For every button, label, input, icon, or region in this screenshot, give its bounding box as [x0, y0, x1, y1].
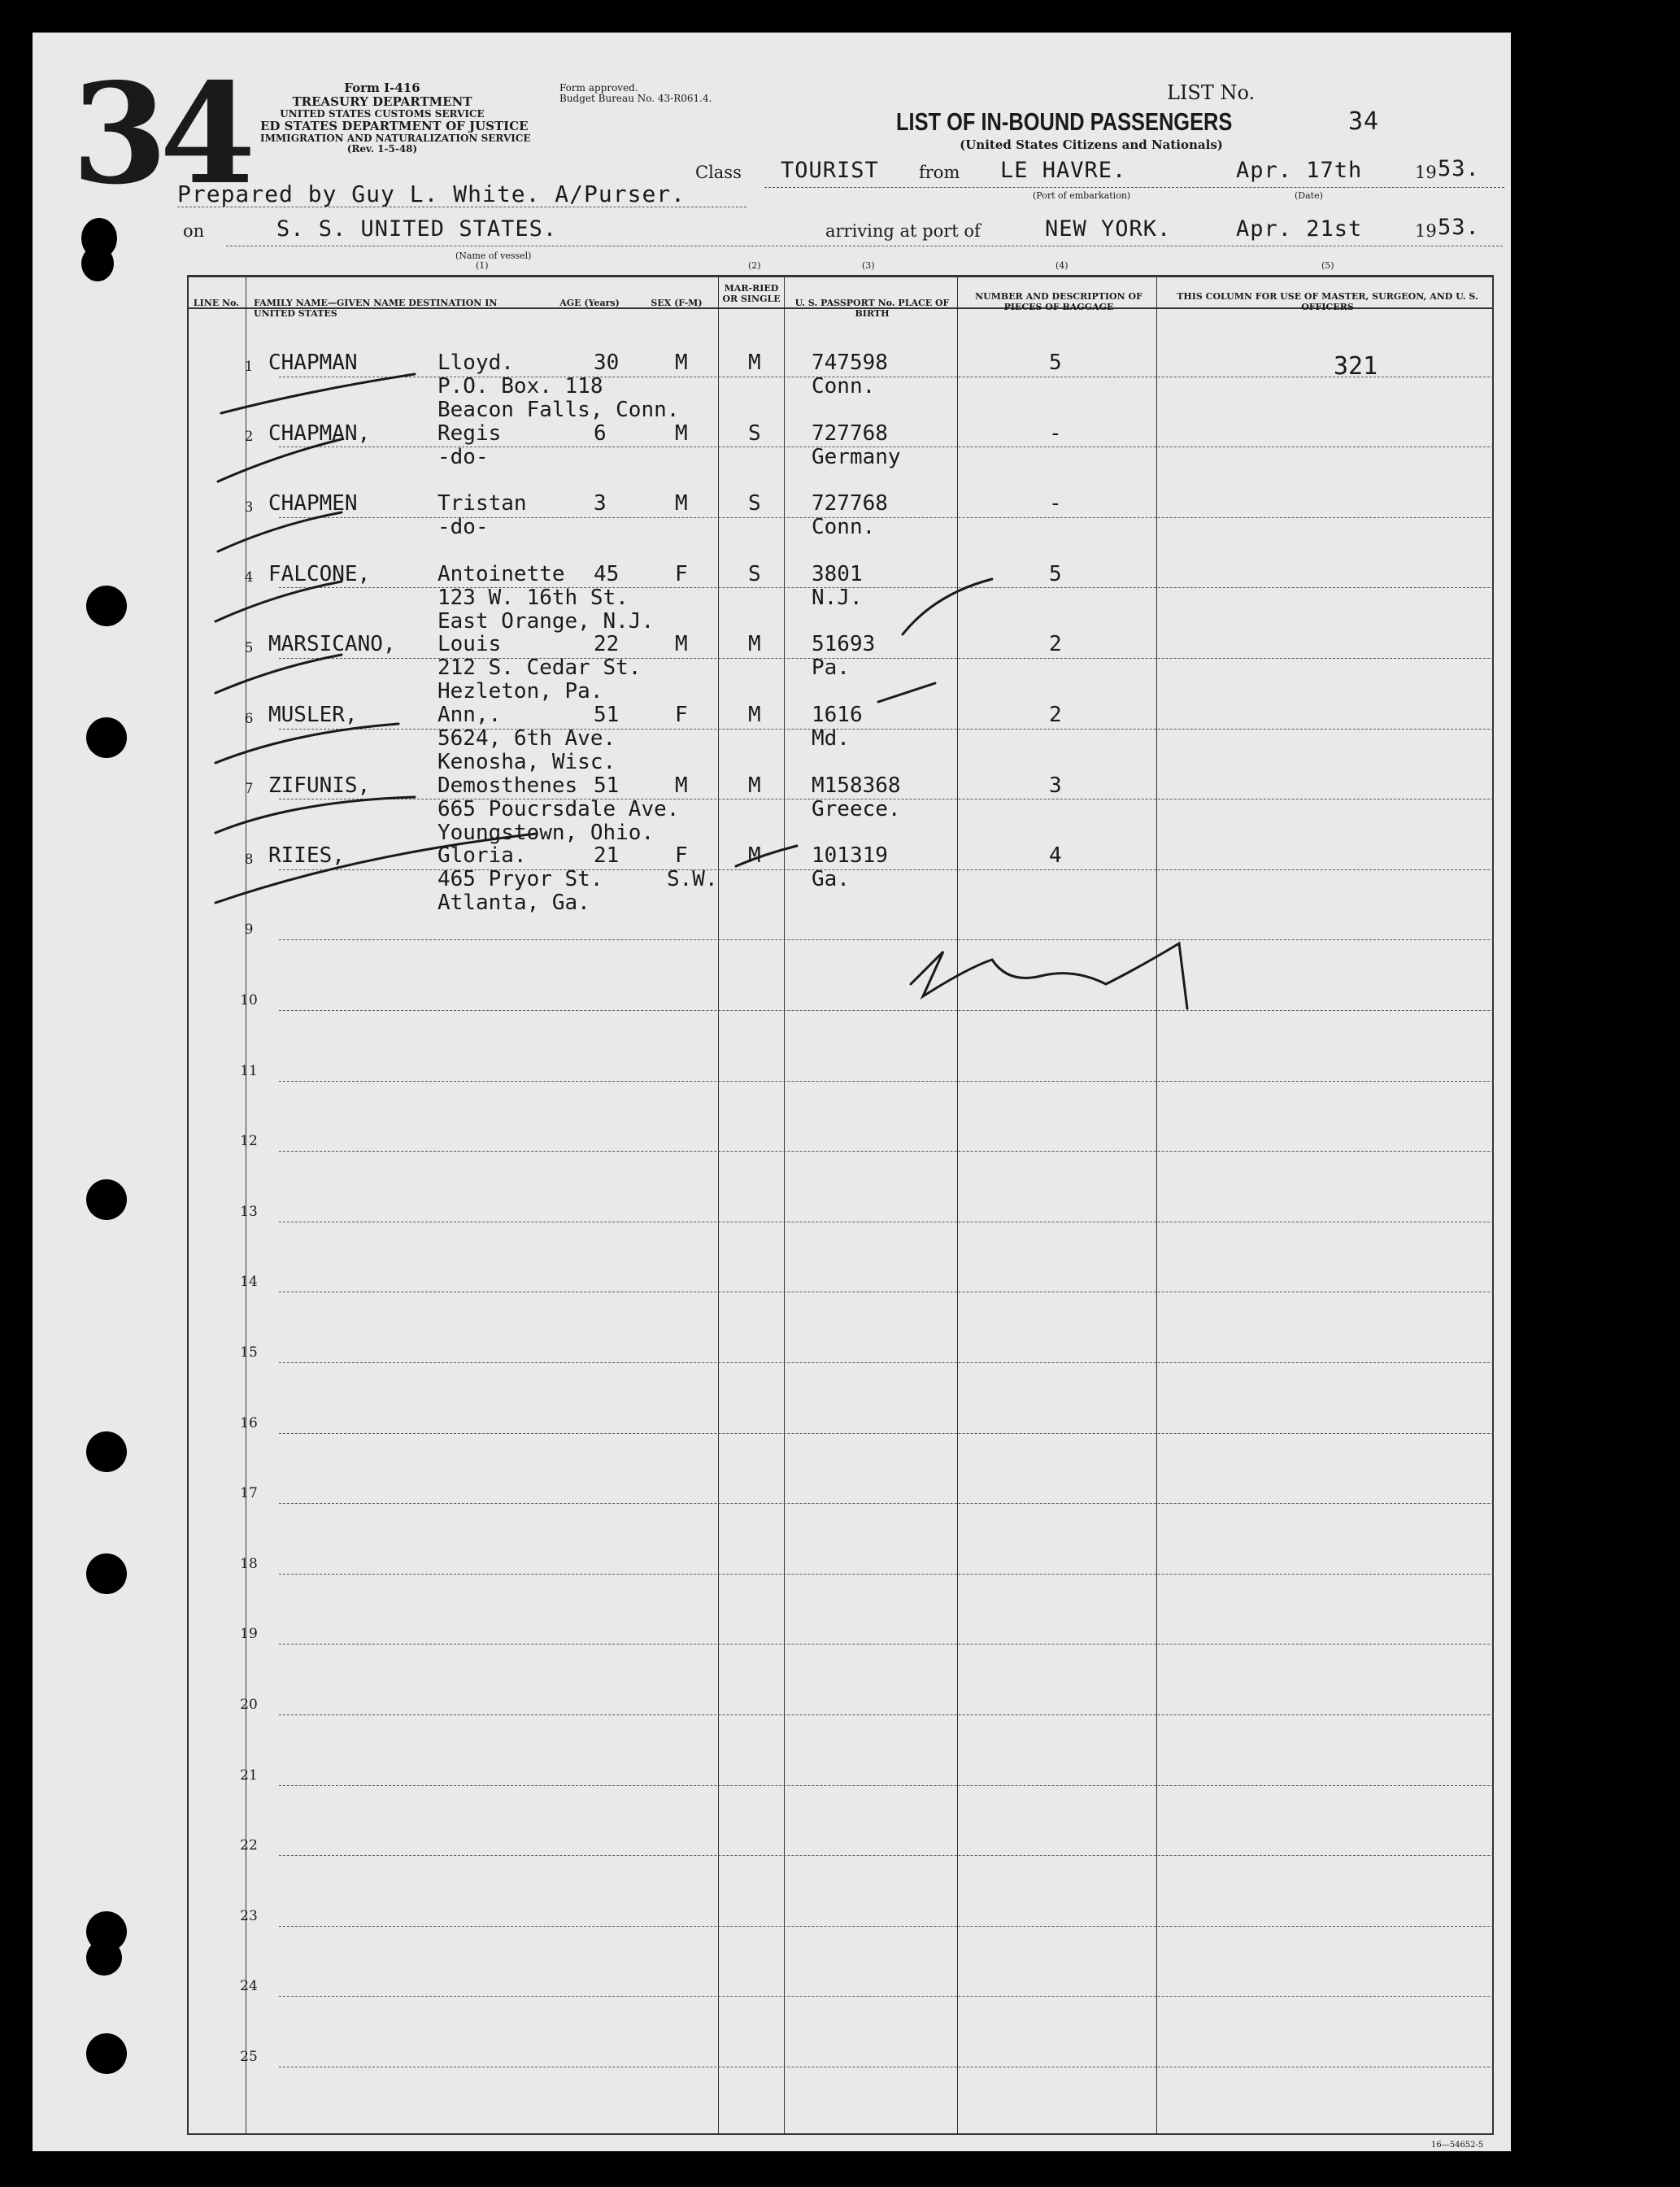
family-name: CHAPMAN, — [268, 420, 371, 446]
line-number: 6 — [244, 710, 254, 727]
line-number: 23 — [240, 1907, 258, 1924]
tick-mark — [215, 655, 342, 693]
line-number: 16 — [240, 1414, 258, 1431]
marital-status: S — [748, 420, 761, 446]
address-line-1: -do- — [437, 444, 489, 469]
family-name: MARSICANO, — [268, 632, 396, 657]
arrival-date: Apr. 21st — [1236, 216, 1363, 242]
form-revision: (Rev. 1-5-48) — [346, 143, 418, 155]
address-line-1: -do- — [437, 515, 489, 540]
line-number: 24 — [240, 1978, 258, 1995]
passport-number: 3801 — [812, 561, 863, 586]
given-name: Tristan — [437, 491, 527, 516]
family-name: CHAPMAN — [268, 351, 358, 375]
departure-date: Apr. 17th — [1236, 158, 1363, 183]
address-line-1: 212 S. Cedar St. — [437, 656, 642, 681]
line-number: 17 — [240, 1485, 258, 1502]
age: 3 — [594, 491, 607, 516]
marital-status: M — [748, 632, 761, 657]
page-number: 34 — [72, 53, 248, 216]
sex: M — [675, 420, 688, 446]
baggage-count: 4 — [1049, 843, 1062, 869]
embarkation-port: LE HAVRE. — [1000, 158, 1127, 183]
place-of-birth: Conn. — [812, 374, 876, 399]
sex: M — [675, 632, 688, 657]
dept-justice-sub: IMMIGRATION AND NATURALIZATION SERVICE — [260, 133, 531, 144]
passport-number: 51693 — [812, 632, 876, 657]
family-name: RIIES, — [268, 843, 345, 869]
departure-year: 53. — [1438, 156, 1480, 181]
age: 22 — [594, 632, 620, 657]
sex-note: S.W. — [667, 867, 718, 892]
manifest-sheet — [33, 33, 1511, 2151]
address-line-1: 5624, 6th Ave. — [437, 726, 616, 751]
family-name: FALCONE, — [268, 561, 371, 586]
binder-hole — [86, 717, 127, 758]
age: 45 — [594, 561, 620, 586]
line-number: 18 — [240, 1555, 258, 1572]
marital-status: S — [748, 561, 761, 586]
given-name: Regis — [437, 420, 502, 446]
tick-mark — [218, 512, 342, 551]
passport-number: 1616 — [812, 703, 863, 727]
form-approved-text: Form approved. — [559, 82, 638, 94]
sex: M — [675, 773, 688, 798]
line-number: 4 — [244, 569, 254, 586]
place-of-birth: Germany — [812, 444, 901, 469]
binder-hole — [86, 586, 127, 626]
age: 51 — [594, 703, 620, 727]
family-name: CHAPMEN — [268, 491, 358, 516]
line-number: 20 — [240, 1697, 258, 1713]
page-subtitle: (United States Citizens and Nationals) — [960, 137, 1223, 152]
marital-status: M — [748, 351, 761, 375]
officer-note: 321 — [1334, 352, 1378, 381]
vessel-name: S. S. UNITED STATES. — [276, 216, 558, 242]
tick-mark — [218, 439, 342, 481]
age: 21 — [594, 843, 620, 869]
tick-mark — [878, 683, 935, 702]
class-value: TOURIST — [781, 158, 879, 183]
address-line-2: Hezleton, Pa. — [437, 679, 603, 704]
arriving-label: arriving at port of — [825, 221, 981, 241]
address-line-2: East Orange, N.J. — [437, 608, 655, 634]
line-number: 12 — [240, 1133, 258, 1150]
annotation-marks — [33, 33, 1511, 2151]
marital-status: M — [748, 773, 761, 798]
sex: F — [675, 561, 688, 586]
port-caption: (Port of embarkation) — [1033, 190, 1131, 201]
given-name: Demosthenes — [437, 773, 578, 798]
list-no-value: 34 — [1348, 107, 1380, 136]
col-number-3: (3) — [862, 260, 875, 271]
address-line-2: Beacon Falls, Conn. — [437, 398, 680, 422]
line-number: 8 — [244, 851, 254, 868]
tick-mark — [215, 797, 415, 833]
dept-justice: ED STATES DEPARTMENT OF JUSTICE — [260, 119, 529, 133]
passport-number: 747598 — [812, 351, 888, 375]
line-number: 5 — [244, 640, 254, 656]
place-of-birth: Md. — [812, 726, 850, 751]
date-caption: (Date) — [1295, 190, 1323, 201]
col-number-1: (1) — [476, 260, 489, 271]
sex: F — [675, 843, 688, 869]
place-of-birth: Pa. — [812, 656, 850, 681]
line-number: 2 — [244, 429, 254, 446]
dept-treasury-sub: UNITED STATES CUSTOMS SERVICE — [280, 108, 485, 120]
address-line-2: Kenosha, Wisc. — [437, 750, 616, 774]
baggage-count: 3 — [1049, 773, 1062, 798]
given-name: Gloria. — [437, 843, 527, 869]
line-number: 13 — [240, 1203, 258, 1220]
tick-mark — [736, 843, 797, 869]
arrival-year-prefix: 19 — [1415, 221, 1437, 241]
place-of-birth: Ga. — [812, 867, 850, 892]
arrival-port: NEW YORK. — [1045, 216, 1172, 242]
baggage-count: 5 — [1049, 561, 1062, 586]
passport-number: 101319 — [812, 843, 888, 869]
binder-hole — [86, 1179, 127, 1220]
line-number: 7 — [244, 781, 254, 798]
baggage-count: 2 — [1049, 703, 1062, 727]
class-label: Class — [695, 163, 742, 182]
line-number: 10 — [240, 992, 258, 1009]
col-number-2: (2) — [748, 260, 761, 271]
col-header-officers: THIS COLUMN FOR USE OF MASTER, SURGEON, AND U. S. OFFICERS — [1177, 291, 1478, 312]
binder-hole — [86, 1431, 127, 1472]
tick-mark — [221, 374, 415, 413]
arrival-year: 53. — [1438, 215, 1480, 240]
passport-number: M158368 — [812, 773, 901, 798]
col-number-5: (5) — [1321, 260, 1334, 271]
dept-treasury: TREASURY DEPARTMENT — [292, 94, 472, 109]
marital-status: S — [748, 491, 761, 516]
tick-mark — [215, 834, 537, 903]
on-label: on — [183, 221, 205, 241]
vessel-caption: (Name of vessel) — [455, 251, 532, 261]
place-of-birth: Conn. — [812, 515, 876, 540]
col-header-passport: U. S. PASSPORT No. PLACE OF BIRTH — [794, 298, 950, 319]
address-line-1: 123 W. 16th St. — [437, 585, 629, 610]
address-line-2: Atlanta, Ga. — [437, 891, 590, 916]
from-label: from — [919, 163, 960, 182]
given-name: Ann,. — [437, 703, 502, 727]
address-line-1: 665 Poucrsdale Ave. — [437, 796, 680, 821]
binder-hole — [86, 2033, 127, 2074]
passport-number: 727768 — [812, 420, 888, 446]
baggage-count: 2 — [1049, 632, 1062, 657]
col-header-name: FAMILY NAME—GIVEN NAME DESTINATION IN UNITED STATES — [254, 298, 498, 319]
departure-year-prefix: 19 — [1415, 163, 1437, 182]
address-line-2: Youngstown, Ohio. — [437, 820, 655, 845]
binder-hole — [81, 246, 114, 281]
line-number: 14 — [240, 1274, 258, 1291]
binder-hole — [86, 1553, 127, 1594]
line-number: 1 — [244, 358, 254, 375]
line-number: 25 — [240, 2049, 258, 2065]
col-header-line: LINE No. — [193, 298, 240, 308]
marital-status: M — [748, 843, 761, 869]
line-number: 19 — [240, 1626, 258, 1643]
marital-status: M — [748, 703, 761, 727]
page-title: LIST OF IN-BOUND PASSENGERS — [896, 107, 1233, 136]
place-of-birth: N.J. — [812, 585, 863, 610]
line-number: 9 — [244, 921, 254, 939]
age: 30 — [594, 351, 620, 375]
line-number: 3 — [244, 499, 254, 516]
form-number: Form I-416 — [344, 81, 420, 95]
place-of-birth: Greece. — [812, 796, 901, 821]
binder-hole — [86, 1940, 122, 1976]
line-number: 15 — [240, 1344, 258, 1361]
family-name: MUSLER, — [268, 703, 358, 727]
given-name: Antoinette — [437, 561, 565, 586]
given-name: Louis — [437, 632, 502, 657]
tick-mark — [903, 579, 992, 634]
col-header-baggage: NUMBER AND DESCRIPTION OF PIECES OF BAGGAGE — [975, 291, 1142, 312]
baggage-count: 5 — [1049, 351, 1062, 375]
age: 51 — [594, 773, 620, 798]
col-header-age: AGE (Years) — [559, 298, 620, 308]
col-number-4: (4) — [1055, 260, 1068, 271]
line-number: 22 — [240, 1837, 258, 1854]
prepared-by: Prepared by Guy L. White. A/Purser. — [177, 181, 686, 207]
baggage-count: - — [1049, 420, 1062, 446]
col-header-sex: SEX (F-M) — [651, 298, 703, 308]
passport-number: 727768 — [812, 491, 888, 516]
footer-code: 16—54652-5 — [1431, 2141, 1484, 2150]
col-header-married: MAR-RIED OR SINGLE — [722, 283, 781, 304]
officer-signature — [911, 943, 1187, 1009]
age: 6 — [594, 420, 607, 446]
sex: F — [675, 703, 688, 727]
sex: M — [675, 491, 688, 516]
address-line-1: 465 Pryor St. — [437, 867, 603, 892]
sex: M — [675, 351, 688, 375]
tick-mark — [215, 582, 342, 621]
line-number: 21 — [240, 1767, 258, 1784]
given-name: Lloyd. — [437, 351, 514, 375]
family-name: ZIFUNIS, — [268, 773, 371, 798]
list-no-label: LIST No. — [1167, 81, 1256, 104]
baggage-count: - — [1049, 491, 1062, 516]
budget-bureau-text: Budget Bureau No. 43-R061.4. — [559, 93, 712, 104]
line-number: 11 — [240, 1062, 258, 1079]
tick-mark — [215, 724, 398, 763]
address-line-1: P.O. Box. 118 — [437, 374, 603, 399]
